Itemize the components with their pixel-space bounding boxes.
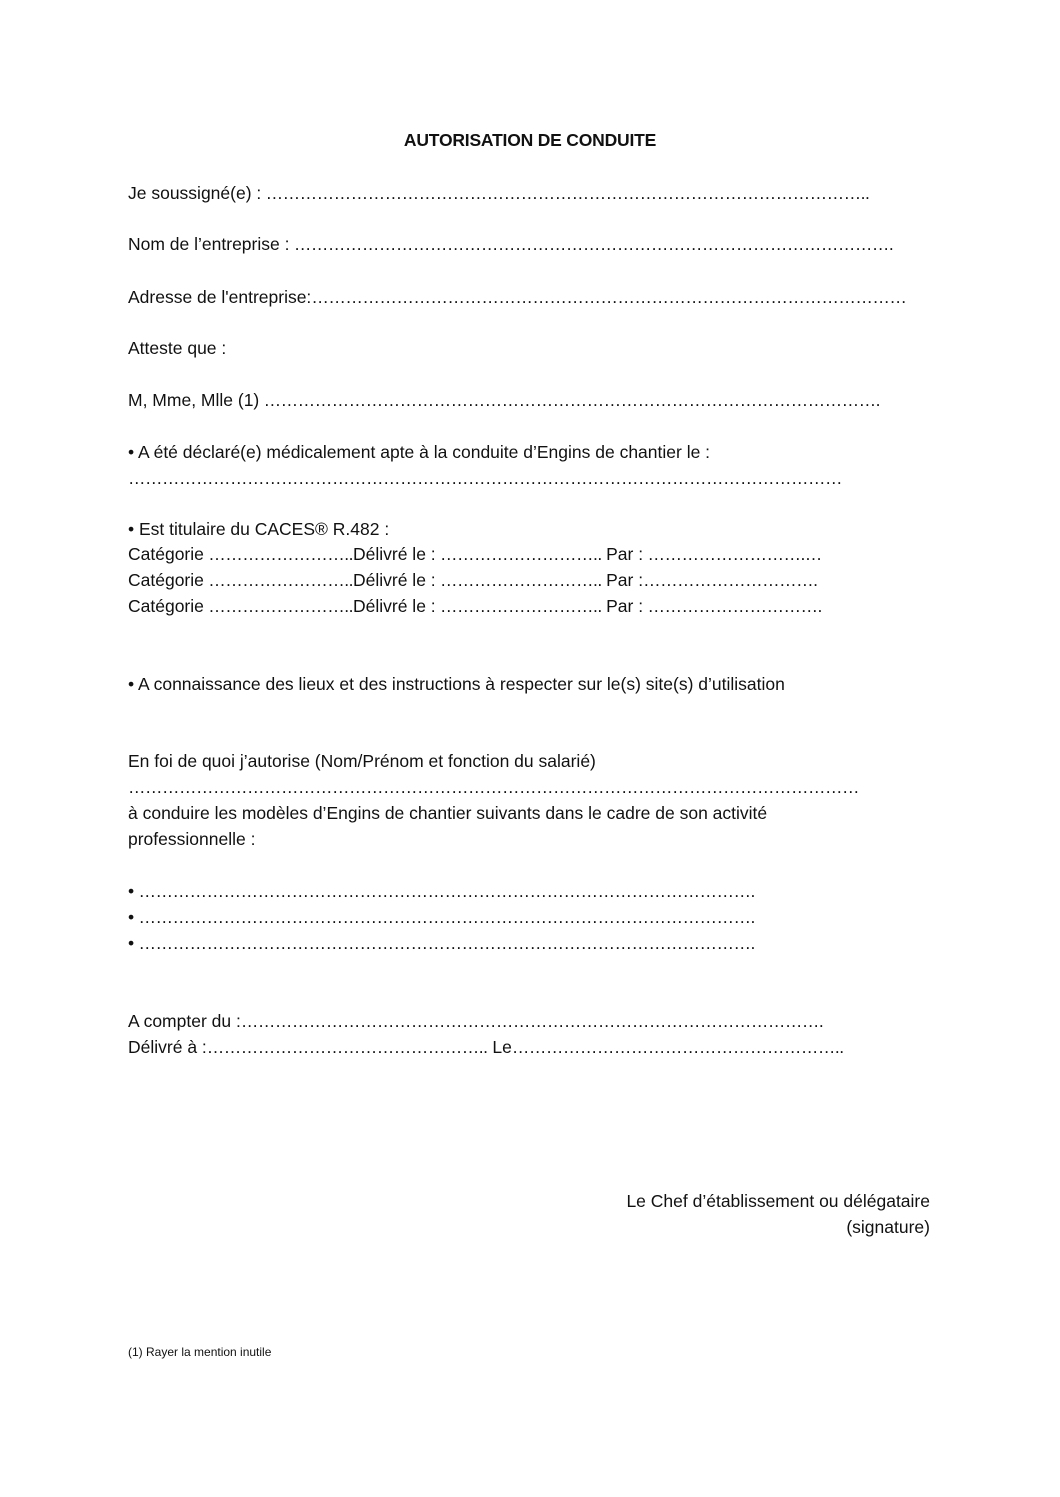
- delivre-fill[interactable]: ………………………..: [435, 570, 607, 590]
- medical-statement: • A été déclaré(e) médicalement apte à la conduite d’Engins de chantier le :: [128, 442, 711, 462]
- categorie-fill[interactable]: ……………………..: [203, 544, 353, 564]
- autorisation-suite: professionnelle :: [128, 829, 256, 849]
- le-label: Le: [487, 1037, 512, 1057]
- autorisation-suite: à conduire les modèles d’Engins de chantier suivants dans le cadre de son activité: [128, 803, 768, 823]
- signature-title: Le Chef d’établissement ou délégataire: [626, 1191, 930, 1211]
- field-soussigne[interactable]: [128, 182, 869, 204]
- fill-line[interactable]: …………………………………………………………………………………………….: [289, 234, 894, 254]
- fill-line[interactable]: …………………………………………..: [206, 1037, 488, 1057]
- engin-item[interactable]: [128, 932, 755, 954]
- categorie-fill[interactable]: ……………………..: [203, 596, 353, 616]
- par-fill[interactable]: ………………………….: [643, 570, 818, 590]
- field-a-compter[interactable]: [128, 1010, 823, 1032]
- delivre-label: Délivré le :: [352, 570, 436, 590]
- field-label: A compter du :: [128, 1011, 241, 1031]
- engin-item[interactable]: [128, 906, 755, 928]
- fill-line[interactable]: ……………………………………………………………………………………………….: [259, 390, 880, 410]
- field-delivre-a[interactable]: [128, 1036, 844, 1058]
- par-label: Par :: [606, 570, 644, 590]
- caces-row[interactable]: [128, 543, 822, 565]
- caces-row[interactable]: [128, 569, 817, 591]
- bullet-icon: •: [128, 907, 135, 927]
- signature-block: [626, 1188, 930, 1240]
- field-label: Je soussigné(e) :: [128, 183, 262, 203]
- caces-row[interactable]: [128, 595, 822, 617]
- delivre-fill[interactable]: ………………………..: [435, 596, 607, 616]
- categorie-label: Catégorie: [128, 570, 204, 590]
- connaissance-statement: • A connaissance des lieux et des instructions à respecter sur le(s) site(s) d’utilisation: [128, 674, 785, 694]
- par-label: Par :: [606, 596, 644, 616]
- field-label: Délivré à :: [128, 1037, 207, 1057]
- delivre-label: Délivré le :: [352, 544, 436, 564]
- field-label: M, Mme, Mlle (1): [128, 390, 260, 410]
- atteste-label: Atteste que :: [128, 338, 227, 358]
- bullet-icon: •: [128, 933, 135, 953]
- fill-line[interactable]: ………………………………………………………………………………………….: [240, 1011, 824, 1031]
- engin-item[interactable]: [128, 880, 755, 902]
- par-fill[interactable]: ……………………….…: [643, 544, 822, 564]
- field-label: Nom de l’entreprise :: [128, 234, 290, 254]
- fill-line[interactable]: ……………………………………………………………………………………………..: [261, 183, 870, 203]
- engin-fill[interactable]: ……………………………………………………………………………………………….: [134, 907, 755, 927]
- categorie-fill[interactable]: ……………………..: [203, 570, 353, 590]
- date-fill[interactable]: …………………………………………………..: [511, 1037, 844, 1057]
- footnote: (1) Rayer la mention inutile: [128, 1345, 272, 1359]
- delivre-fill[interactable]: ………………………..: [435, 544, 607, 564]
- field-adresse-entreprise[interactable]: [128, 286, 906, 308]
- delivre-label: Délivré le :: [352, 596, 436, 616]
- bullet-icon: •: [128, 881, 135, 901]
- signature-label: (signature): [846, 1217, 930, 1237]
- par-fill[interactable]: ………………………….: [643, 596, 822, 616]
- fill-line[interactable]: ……………………………………………………………………………………………: [311, 287, 907, 307]
- categorie-label: Catégorie: [128, 544, 204, 564]
- salarie-fill[interactable]: …………………………………………………………………………………………………………………: [128, 777, 859, 797]
- field-label: Adresse de l'entreprise:: [128, 287, 312, 307]
- categorie-label: Catégorie: [128, 596, 204, 616]
- medical-date-fill[interactable]: ………………………………………………………………………………………………………………: [128, 468, 842, 488]
- engin-fill[interactable]: ……………………………………………………………………………………………….: [134, 933, 755, 953]
- autorisation-statement: En foi de quoi j’autorise (Nom/Prénom et fonction du salarié): [128, 751, 596, 771]
- field-nom-entreprise[interactable]: [128, 233, 893, 255]
- engin-fill[interactable]: ……………………………………………………………………………………………….: [134, 881, 755, 901]
- field-civilite[interactable]: [128, 389, 880, 411]
- par-label: Par :: [606, 544, 644, 564]
- caces-heading: • Est titulaire du CACES® R.482 :: [128, 519, 390, 539]
- document-title: AUTORISATION DE CONDUITE: [403, 130, 657, 150]
